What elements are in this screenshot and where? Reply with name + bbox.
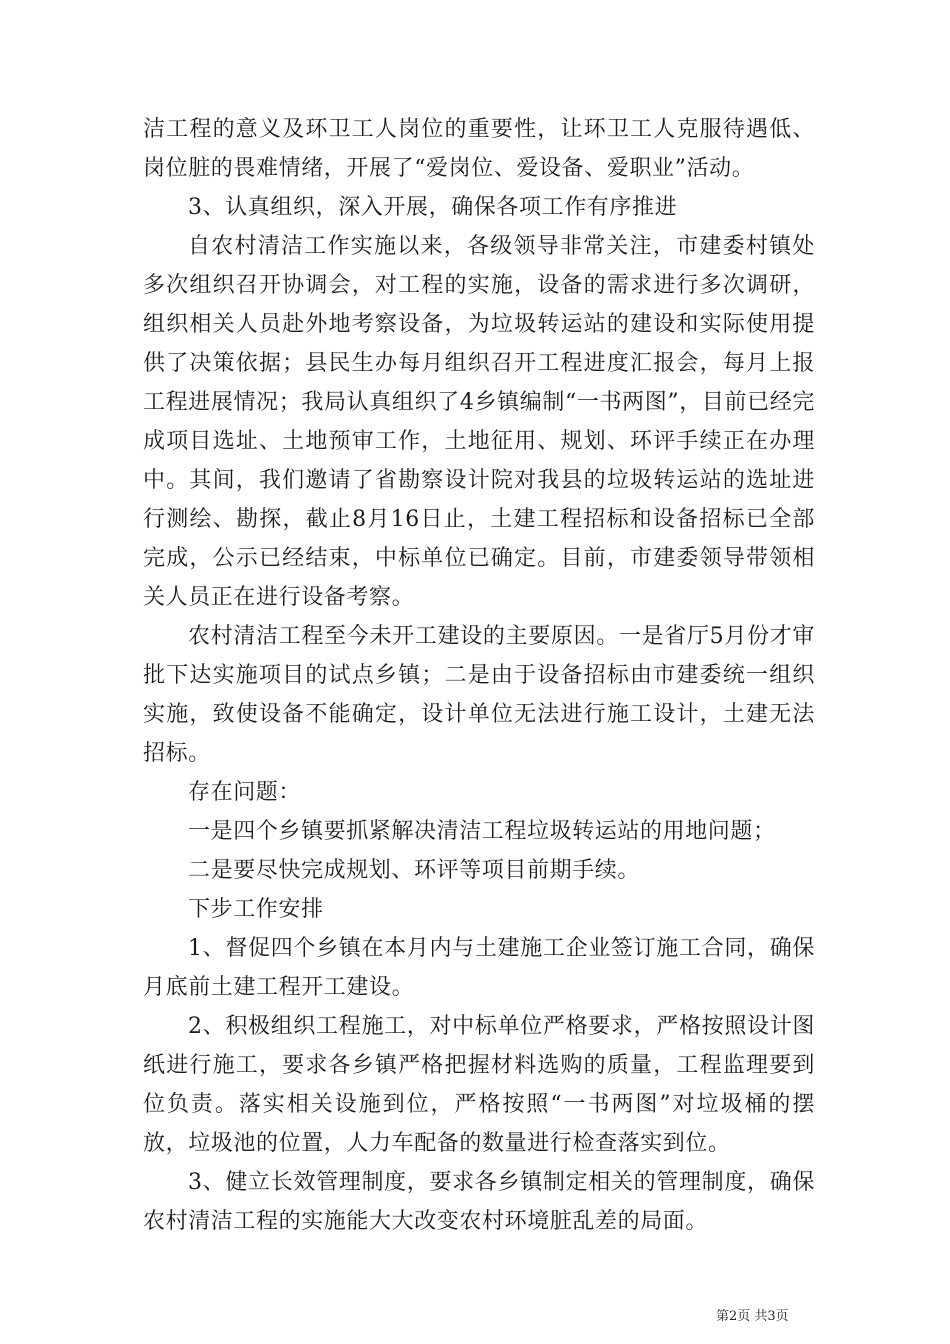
next-step-item-3: 3、健立长效管理制度，要求各乡镇制定相关的管理制度，确保农村清洁工程的实施能大大改变农村环境脏乱差的局面。: [143, 1170, 815, 1234]
problem-item-1: 一是四个乡镇要抓紧解决清洁工程垃圾转运站的用地问题；: [188, 819, 776, 844]
section-heading-organize: 3、认真组织，深入开展，确保各项工作有序推进: [188, 195, 678, 220]
paragraph-reasons: 农村清洁工程至今未开工建设的主要原因。一是省厅5月份才审批下达实施项目的试点乡镇；二是由于设备招标由市建委统一组织实施，致使设备不能确定，设计单位无法进行施工设计，土建无法招标。: [143, 624, 815, 766]
next-step-item-2: 2、积极组织工程施工，对中标单位严格要求，严格按照设计图纸进行施工，要求各乡镇严格把握材料选购的质量，工程监理要到位负责。落实相关设施到位，严格按照“一书两图”对垃圾桶的摆放，垃圾池的位置，人力车配备的数量进行检查落实到位。: [143, 1014, 815, 1156]
paragraph-continuation: 洁工程的意义及环卫工人岗位的重要性，让环卫工人克服待遇低、岗位脏的畏难情绪，开展了“爱岗位、爱设备、爱职业”活动。: [143, 117, 815, 181]
section-heading-problems: 存在问题：: [188, 780, 302, 805]
page-number-footer: 第2页 共3页: [716, 1309, 789, 1324]
problem-item-2: 二是要尽快完成规划、环评等项目前期手续。: [188, 858, 641, 883]
paragraph-progress: 自农村清洁工作实施以来，各级领导非常关注，市建委村镇处多次组织召开协调会，对工程的实施，设备的需求进行多次调研，组织相关人员赴外地考察设备，为垃圾转运站的建设和实际使用提供了决策依据；县民生办每月组织召开工程进度汇报会，每月上报工程进展情况；我局认真组织了4乡镇编制“一书两图”，目前已经完成项目选址、土地预审工作，土地征用、规划、环评手续正在办理中。其间，我们邀请了省勘察设计院对我县的垃圾转运站的选址进行测绘、勘探，截止8月16日止，土建工程招标和设备招标已全部完成，公示已经结束，中标单位已确定。目前，市建委领导带领相关人员正在进行设备考察。: [143, 234, 815, 610]
document-body: [143, 110, 815, 1241]
section-heading-next-steps: 下步工作安排: [188, 897, 324, 922]
next-step-item-1: 1、督促四个乡镇在本月内与土建施工企业签订施工合同，确保月底前土建工程开工建设。: [143, 936, 815, 1000]
